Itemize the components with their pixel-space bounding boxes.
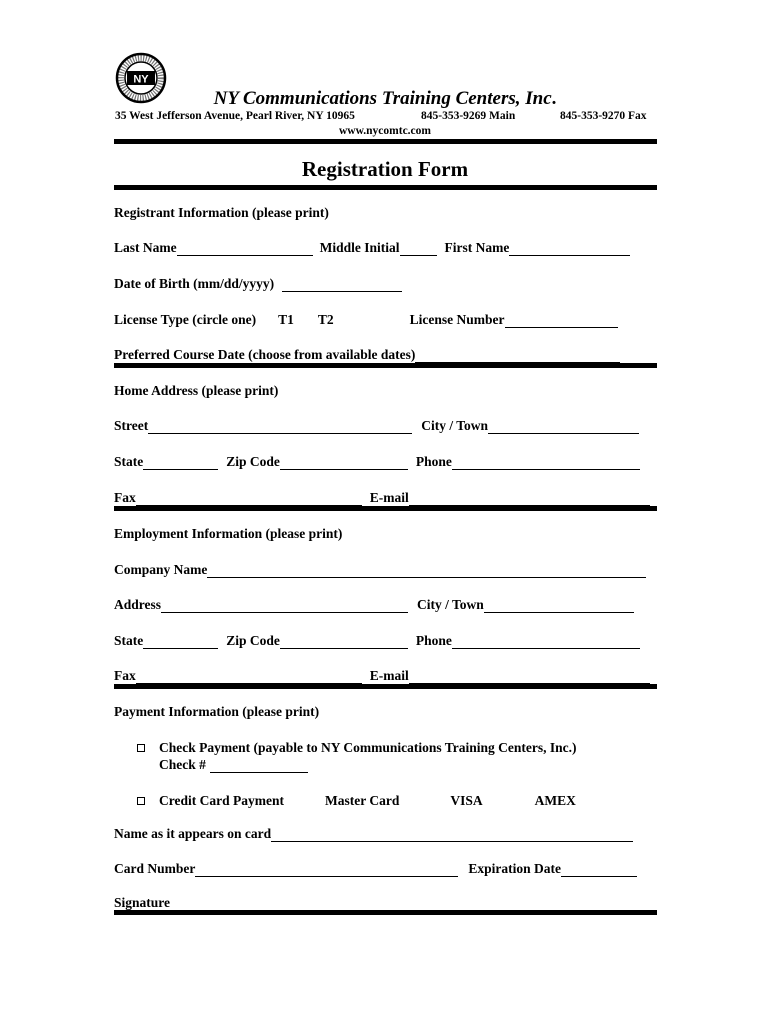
employment-zip-field[interactable]	[280, 634, 408, 649]
phone-fax: 845-353-9270 Fax	[560, 110, 647, 122]
credit-card-label: Credit Card Payment	[159, 793, 284, 808]
check-number-label: Check #	[159, 757, 206, 772]
dob-label: Date of Birth (mm/dd/yyyy)	[114, 276, 275, 291]
home-city-field[interactable]	[488, 419, 639, 434]
employment-fax-field[interactable]	[136, 669, 362, 684]
registrant-divider	[114, 363, 657, 368]
credit-card-row	[137, 791, 576, 809]
home-zip-field[interactable]	[280, 455, 408, 470]
check-payment-checkbox[interactable]	[137, 744, 145, 752]
employment-fax-row	[114, 666, 650, 684]
license-t1-option[interactable]: T1	[278, 312, 294, 327]
employment-fax-label: Fax	[114, 668, 136, 683]
company-name-dot: .	[551, 88, 557, 109]
employment-state-label: State	[114, 633, 144, 648]
employment-state-field[interactable]	[143, 634, 218, 649]
expiration-field[interactable]	[561, 862, 637, 877]
payment-divider	[114, 910, 657, 915]
first-name-field[interactable]	[509, 241, 630, 256]
header-divider	[114, 139, 657, 144]
registrant-heading-row	[114, 203, 329, 221]
license-number-field[interactable]	[505, 313, 618, 328]
check-number-row	[159, 755, 308, 773]
home-street-row	[114, 416, 639, 434]
company-name-field[interactable]	[207, 563, 646, 578]
home-divider	[114, 506, 657, 511]
home-email-field[interactable]	[409, 491, 650, 506]
home-heading-row	[114, 381, 278, 399]
first-name-label: First Name	[444, 240, 510, 255]
home-state-field[interactable]	[143, 455, 218, 470]
expiration-label: Expiration Date	[468, 861, 561, 876]
home-state-label: State	[114, 454, 144, 469]
employment-address-row	[114, 595, 634, 613]
employment-heading-row	[114, 524, 342, 542]
home-street-field[interactable]	[148, 419, 412, 434]
home-email-label: E-mail	[369, 490, 409, 505]
signature-label: Signature	[114, 895, 171, 910]
title-divider	[114, 185, 657, 190]
name-on-card-row	[114, 824, 633, 842]
company-name-label: Company Name	[114, 562, 208, 577]
employment-address-label: Address	[114, 597, 162, 612]
employment-email-label: E-mail	[369, 668, 409, 683]
license-number-label: License Number	[409, 312, 505, 327]
home-fax-row	[114, 488, 650, 506]
name-on-card-label: Name as it appears on card	[114, 826, 272, 841]
check-payment-label: Check Payment (payable to NY Communications Training Centers, Inc.)	[159, 740, 577, 755]
signature-row	[114, 893, 644, 911]
form-title: Registration Form	[301, 157, 469, 181]
employment-city-field[interactable]	[484, 598, 634, 613]
name-row	[114, 238, 630, 256]
course-date-row	[114, 345, 620, 363]
card-number-row	[114, 859, 637, 877]
employment-address-field[interactable]	[161, 598, 408, 613]
dob-row	[114, 274, 402, 292]
employment-zip-label: Zip Code	[226, 633, 280, 648]
phone-main: 845-353-9269 Main	[421, 110, 516, 122]
employment-state-row	[114, 631, 640, 649]
course-date-field[interactable]	[415, 348, 620, 363]
card-number-field[interactable]	[195, 862, 458, 877]
dob-field[interactable]	[282, 277, 402, 292]
license-type-label: License Type (circle one)	[114, 312, 257, 327]
logo-text: NY	[133, 73, 149, 86]
home-phone-field[interactable]	[452, 455, 640, 470]
amex-option[interactable]: AMEX	[534, 793, 576, 808]
employment-divider	[114, 684, 657, 689]
website: www.nycomtc.com	[339, 125, 431, 137]
employment-email-field[interactable]	[409, 669, 650, 684]
home-heading: Home Address (please print)	[114, 383, 279, 398]
home-fax-label: Fax	[114, 490, 136, 505]
home-state-row	[114, 452, 640, 470]
company-address: 35 West Jefferson Avenue, Pearl River, NY 10965	[115, 110, 355, 122]
employment-phone-field[interactable]	[452, 634, 640, 649]
course-date-label: Preferred Course Date (choose from available dates)	[114, 347, 416, 362]
registrant-heading: Registrant Information (please print)	[114, 205, 329, 220]
license-t2-option[interactable]: T2	[317, 312, 334, 327]
middle-initial-label: Middle Initial	[319, 240, 400, 255]
employment-phone-label: Phone	[415, 633, 452, 648]
license-row	[114, 310, 618, 328]
employment-city-label: City / Town	[417, 597, 484, 612]
last-name-field[interactable]	[177, 241, 313, 256]
home-city-label: City / Town	[421, 418, 489, 433]
middle-initial-field[interactable]	[400, 241, 437, 256]
home-zip-label: Zip Code	[226, 454, 280, 469]
mastercard-option[interactable]: Master Card	[324, 793, 400, 808]
company-row	[114, 560, 646, 578]
payment-heading: Payment Information (please print)	[114, 704, 320, 719]
company-name	[0, 88, 770, 110]
home-fax-field[interactable]	[136, 491, 362, 506]
card-number-label: Card Number	[114, 861, 196, 876]
signature-field[interactable]	[170, 896, 644, 911]
name-on-card-field[interactable]	[271, 827, 633, 842]
home-street-label: Street	[114, 418, 149, 433]
payment-heading-row	[114, 702, 319, 720]
check-payment-row	[137, 738, 577, 756]
employment-heading: Employment Information (please print)	[114, 526, 343, 541]
visa-option[interactable]: VISA	[450, 793, 483, 808]
credit-card-checkbox[interactable]	[137, 797, 145, 805]
company-name-text: NY Communications Training Centers, Inc	[213, 88, 552, 109]
check-number-field[interactable]	[210, 758, 308, 773]
home-phone-label: Phone	[415, 454, 452, 469]
last-name-label: Last Name	[114, 240, 177, 255]
